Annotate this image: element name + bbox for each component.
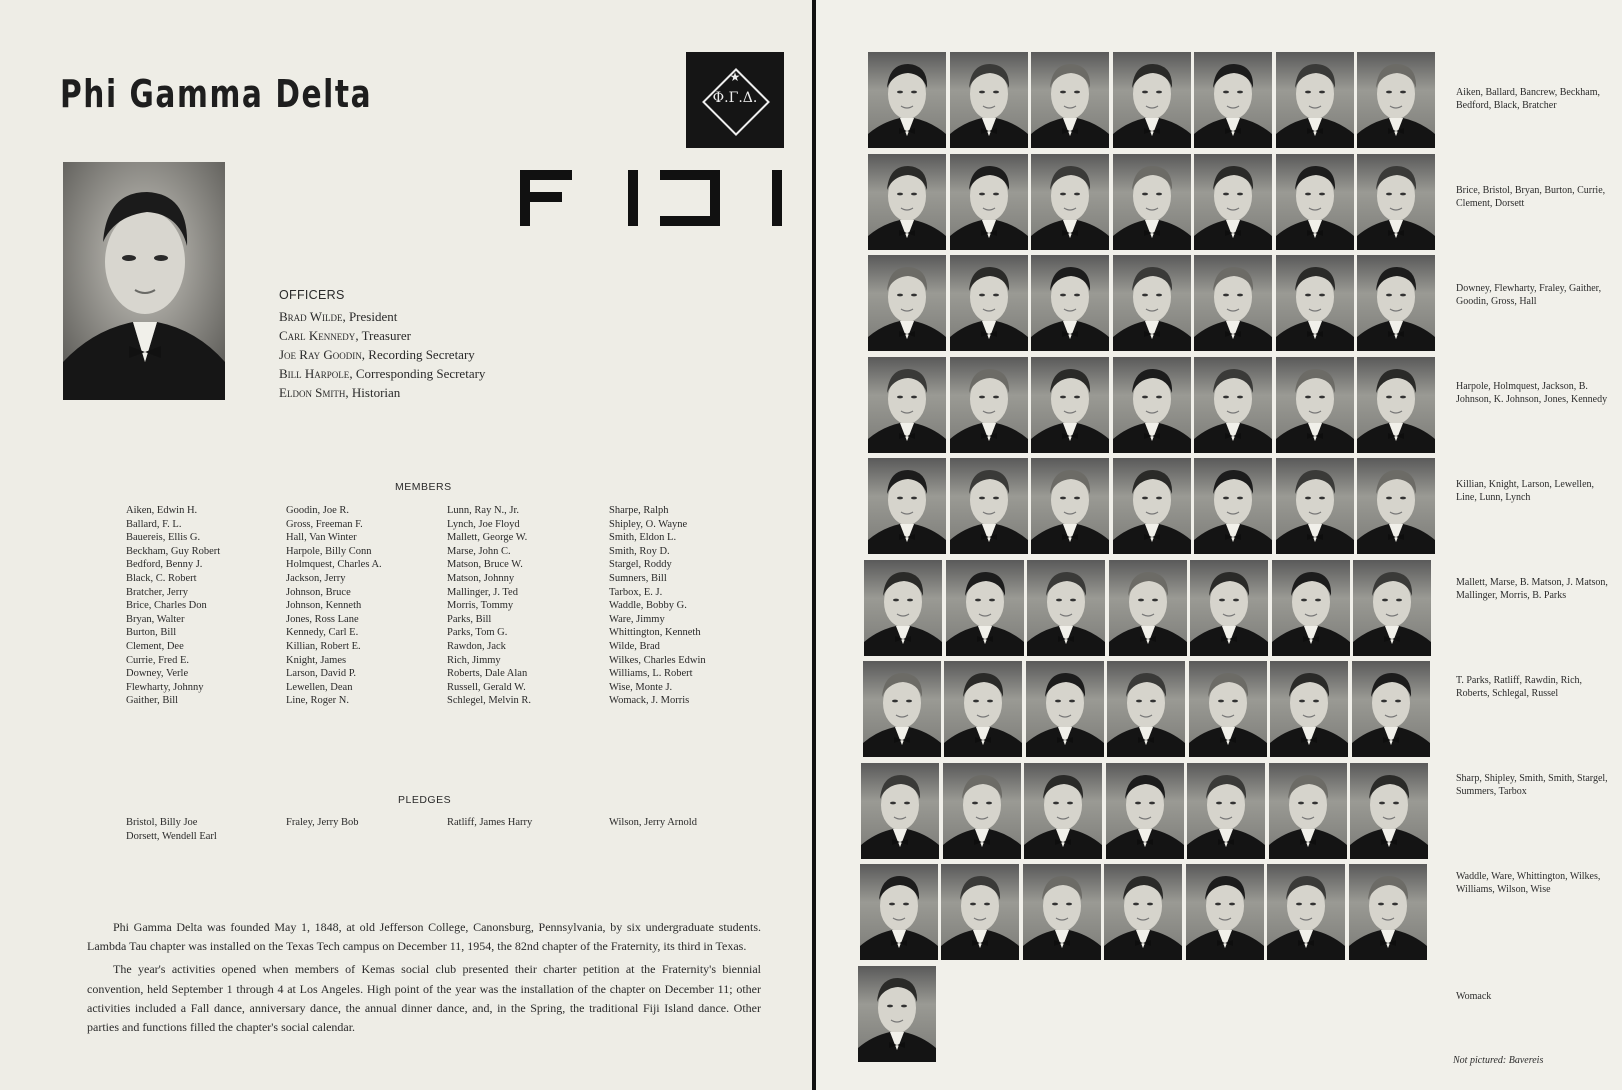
- member-portrait: [1023, 864, 1101, 960]
- member-portrait: [1031, 357, 1109, 453]
- member-name: Rich, Jimmy: [447, 654, 501, 666]
- photo-row-label: Aiken, Ballard, Bancrew, Beckham, Bedford, Black, Bratcher: [1456, 87, 1601, 111]
- member-portrait: [1031, 255, 1109, 351]
- officer-name: Eldon Smith: [279, 385, 346, 400]
- member-portrait: [868, 255, 946, 351]
- member-portrait: [1027, 560, 1105, 656]
- member-name: Lynch, Joe Floyd: [447, 518, 520, 530]
- pledges-column: [609, 816, 697, 830]
- officers-heading: OFFICERS: [279, 288, 345, 302]
- member-portrait: [1357, 52, 1435, 148]
- member-name: Johnson, Kenneth: [286, 600, 362, 612]
- member-name: Smith, Eldon L.: [609, 532, 677, 544]
- fiji-wordmark-icon: [520, 170, 784, 230]
- member-name: Gaither, Bill: [126, 695, 179, 707]
- history-paragraph: The year's activities opened when members of Kemas social club presented their charter petition at the Fraternity's biennial convention, held September 1 through 4 at Los Angeles. High point of the year was the installation of the chapter on December 11; other activities included a Fall dance, anniversary dance, the annual dinner dance, and, in the Spring, the traditional Fiji Island dance. Other parties and functions filled the chapter's social calendar.: [87, 962, 761, 1035]
- member-name: Stargel, Roddy: [609, 559, 672, 571]
- member-portrait: [1113, 357, 1191, 453]
- member-name: Hall, Van Winter: [286, 532, 357, 544]
- member-name: Rawdon, Jack: [447, 640, 506, 652]
- member-name: Knight, James: [286, 654, 347, 666]
- officer-row: [279, 307, 485, 326]
- member-name: Smith, Roy D.: [609, 545, 670, 557]
- member-portrait: [950, 458, 1028, 554]
- member-name: Flewharty, Johnny: [126, 681, 204, 693]
- officer-row: [279, 345, 485, 364]
- member-name: Aiken, Edwin H.: [126, 505, 198, 516]
- member-portrait: [1272, 560, 1350, 656]
- member-portrait: [868, 52, 946, 148]
- photo-row-label: Sharp, Shipley, Smith, Smith, Stargel, Summers, Tarbox: [1456, 773, 1608, 797]
- member-portrait: [941, 864, 1019, 960]
- member-name: Currie, Fred E.: [126, 654, 189, 666]
- right-page: [816, 0, 1622, 1090]
- member-portrait: [950, 357, 1028, 453]
- member-name: Harpole, Billy Conn: [286, 545, 372, 557]
- crest-letters: Φ.Γ.Δ.: [712, 90, 758, 106]
- member-portrait: [944, 661, 1022, 757]
- member-portrait: [950, 52, 1028, 148]
- member-portrait: [1031, 52, 1109, 148]
- member-name: Burton, Bill: [126, 627, 177, 639]
- member-portrait: [1349, 864, 1427, 960]
- officer-role: , President: [342, 309, 398, 324]
- members-column: [609, 504, 706, 708]
- member-name: Brice, Charles Don: [126, 600, 207, 612]
- pledge-name: Dorsett, Wendell Earl: [126, 830, 217, 842]
- member-name: Killian, Robert E.: [286, 640, 361, 652]
- member-portrait: [1190, 560, 1268, 656]
- officer-role: , Treasurer: [355, 328, 411, 343]
- pledge-name: Fraley, Jerry Bob: [286, 817, 359, 828]
- member-name: Sumners, Bill: [609, 572, 667, 584]
- member-portrait: [861, 763, 939, 859]
- officer-row: [279, 383, 485, 402]
- member-portrait: [864, 560, 942, 656]
- member-name: Bratcher, Jerry: [126, 586, 188, 598]
- member-name: Williams, L. Robert: [609, 668, 693, 680]
- history-paragraph: Phi Gamma Delta was founded May 1, 1848, at old Jefferson College, Canonsburg, Pennsylvania, by six undergraduate students. Lambda Tau chapter was installed on the Texas Tech campus on December 11, 1954, the 82nd chapter of the Fraternity, its third in Texas.: [87, 920, 761, 954]
- fiji-logo: [520, 170, 784, 235]
- officer-role: , Corresponding Secretary: [349, 366, 486, 381]
- photo-row-label: Waddle, Ware, Whittington, Wilkes, Williams, Wilson, Wise: [1456, 871, 1601, 895]
- member-name: Mallinger, J. Ted: [447, 586, 518, 598]
- member-name: Johnson, Bruce: [286, 586, 351, 598]
- member-name: Marse, John C.: [447, 545, 511, 557]
- member-name: Downey, Verle: [126, 668, 189, 680]
- member-name: Waddle, Bobby G.: [609, 600, 687, 612]
- officer-role: , Recording Secretary: [361, 347, 475, 362]
- members-column: [447, 504, 531, 708]
- member-portrait: [1194, 154, 1272, 250]
- member-portrait: [1276, 52, 1354, 148]
- member-name: Gross, Freeman F.: [286, 518, 363, 530]
- member-name: Lewellen, Dean: [286, 681, 353, 693]
- member-portrait: [950, 255, 1028, 351]
- member-portrait: [1276, 357, 1354, 453]
- member-portrait: [946, 560, 1024, 656]
- member-portrait: [1194, 458, 1272, 554]
- officer-row: [279, 364, 485, 383]
- member-portrait: [1104, 864, 1182, 960]
- page-title: Phi Gamma Delta: [60, 72, 373, 116]
- chapter-history: [87, 918, 761, 1041]
- photo-row-label: Downey, Flewharty, Fraley, Gaither, Goodin, Gross, Hall: [1456, 283, 1602, 307]
- member-name: Shipley, O. Wayne: [609, 518, 688, 530]
- photo-row-label: Mallett, Marse, B. Matson, J. Matson, Mallinger, Morris, B. Parks: [1456, 577, 1608, 601]
- photo-row-label: Brice, Bristol, Bryan, Burton, Currie, Clement, Dorsett: [1456, 185, 1606, 209]
- member-portrait: [858, 966, 936, 1062]
- member-portrait: [1186, 864, 1264, 960]
- member-portrait: [863, 661, 941, 757]
- pledges-column: [286, 816, 359, 830]
- member-portrait: [1113, 52, 1191, 148]
- member-name: Parks, Tom G.: [447, 627, 508, 639]
- member-name: Parks, Bill: [447, 613, 492, 625]
- member-portrait: [860, 864, 938, 960]
- officer-name: Carl Kennedy: [279, 328, 356, 343]
- photo-row-label: Womack: [1456, 991, 1492, 1002]
- not-pictured-note: Not pictured: Bavereis: [1453, 1055, 1544, 1066]
- pledges-column: [447, 816, 532, 830]
- member-portrait: [868, 154, 946, 250]
- pledge-name: Ratliff, James Harry: [447, 817, 533, 828]
- photo-row-label: Killian, Knight, Larson, Lewellen, Line, Lunn, Lynch: [1456, 479, 1595, 503]
- member-portrait: [1031, 154, 1109, 250]
- member-name: Kennedy, Carl E.: [286, 627, 359, 639]
- member-name: Matson, Johnny: [447, 572, 515, 584]
- member-name: Beckham, Guy Robert: [126, 545, 221, 557]
- member-name: Wise, Monte J.: [609, 681, 673, 693]
- pledges-column: [126, 816, 217, 843]
- member-name: Russell, Gerald W.: [447, 681, 526, 693]
- member-portrait: [1270, 661, 1348, 757]
- member-name: Bryan, Walter: [126, 613, 185, 625]
- fraternity-crest: [686, 52, 784, 148]
- member-portrait: [943, 763, 1021, 859]
- member-portrait: [950, 154, 1028, 250]
- member-portrait: [1113, 458, 1191, 554]
- member-portrait: [1026, 661, 1104, 757]
- member-portrait: [1031, 458, 1109, 554]
- pledge-name: Wilson, Jerry Arnold: [609, 817, 697, 828]
- member-name: Morris, Tommy: [447, 600, 514, 612]
- member-portrait: [1269, 763, 1347, 859]
- member-name: Roberts, Dale Alan: [447, 668, 528, 680]
- member-name: Lunn, Ray N., Jr.: [447, 505, 520, 516]
- officers-list: [279, 286, 485, 402]
- member-portrait: [1113, 154, 1191, 250]
- member-portrait: [1187, 763, 1265, 859]
- pledges-heading: PLEDGES: [398, 794, 452, 806]
- member-name: Wilkes, Charles Edwin: [609, 654, 706, 666]
- crest-star-icon: ★: [729, 70, 741, 84]
- member-name: Womack, J. Morris: [609, 695, 690, 707]
- pledge-name: Bristol, Billy Joe: [126, 817, 198, 828]
- member-portrait: [1353, 560, 1431, 656]
- member-name: Jackson, Jerry: [286, 572, 346, 584]
- member-portrait: [1024, 763, 1102, 859]
- member-portrait: [1194, 357, 1272, 453]
- member-name: Bauereis, Ellis G.: [126, 532, 201, 544]
- member-name: Clement, Dee: [126, 640, 184, 652]
- member-name: Ware, Jimmy: [609, 613, 665, 625]
- member-name: Goodin, Joe R.: [286, 505, 349, 516]
- member-name: Matson, Bruce W.: [447, 559, 523, 571]
- members-column: [126, 504, 220, 708]
- member-name: Line, Roger N.: [286, 695, 349, 707]
- member-portrait: [1106, 763, 1184, 859]
- member-name: Jones, Ross Lane: [286, 613, 359, 625]
- member-name: Holmquest, Charles A.: [286, 559, 382, 571]
- member-portrait: [1107, 661, 1185, 757]
- member-portrait: [1276, 255, 1354, 351]
- member-portrait: [1194, 255, 1272, 351]
- member-portrait: [1352, 661, 1430, 757]
- member-portrait: [1276, 154, 1354, 250]
- member-portrait: [1267, 864, 1345, 960]
- member-name: Tarbox, E. J.: [609, 586, 663, 598]
- member-portrait: [1357, 255, 1435, 351]
- member-portrait: [868, 357, 946, 453]
- members-heading: MEMBERS: [395, 481, 452, 493]
- member-portrait: [868, 458, 946, 554]
- member-name: Black, C. Robert: [126, 572, 197, 584]
- member-portrait: [1276, 458, 1354, 554]
- member-portrait: [1189, 661, 1267, 757]
- member-name: Bedford, Benny J.: [126, 559, 203, 571]
- member-portrait: [1350, 763, 1428, 859]
- member-name: Whittington, Kenneth: [609, 627, 701, 639]
- member-portrait: [1357, 458, 1435, 554]
- officer-name: Brad Wilde: [279, 309, 343, 324]
- president-portrait: [63, 162, 225, 400]
- member-name: Larson, David P.: [286, 668, 356, 680]
- officer-row: [279, 326, 485, 345]
- member-name: Sharpe, Ralph: [609, 505, 669, 516]
- officer-name: Bill Harpole: [279, 366, 350, 381]
- member-portrait: [1357, 154, 1435, 250]
- member-portrait: [1113, 255, 1191, 351]
- member-name: Schlegel, Melvin R.: [447, 695, 531, 707]
- members-column: [286, 504, 382, 708]
- photo-row-label: T. Parks, Ratliff, Rawdin, Rich, Roberts, Schlegal, Russel: [1456, 675, 1583, 699]
- member-name: Ballard, F. L.: [126, 518, 182, 530]
- officer-role: , Historian: [345, 385, 401, 400]
- member-portrait: [1357, 357, 1435, 453]
- photo-row-label: Harpole, Holmquest, Jackson, B. Johnson, K. Johnson, Jones, Kennedy: [1456, 381, 1608, 405]
- member-portrait: [1194, 52, 1272, 148]
- officer-name: Joe Ray Goodin: [279, 347, 362, 362]
- member-name: Mallett, George W.: [447, 532, 528, 544]
- member-portrait: [1109, 560, 1187, 656]
- member-name: Wilde, Brad: [609, 640, 660, 652]
